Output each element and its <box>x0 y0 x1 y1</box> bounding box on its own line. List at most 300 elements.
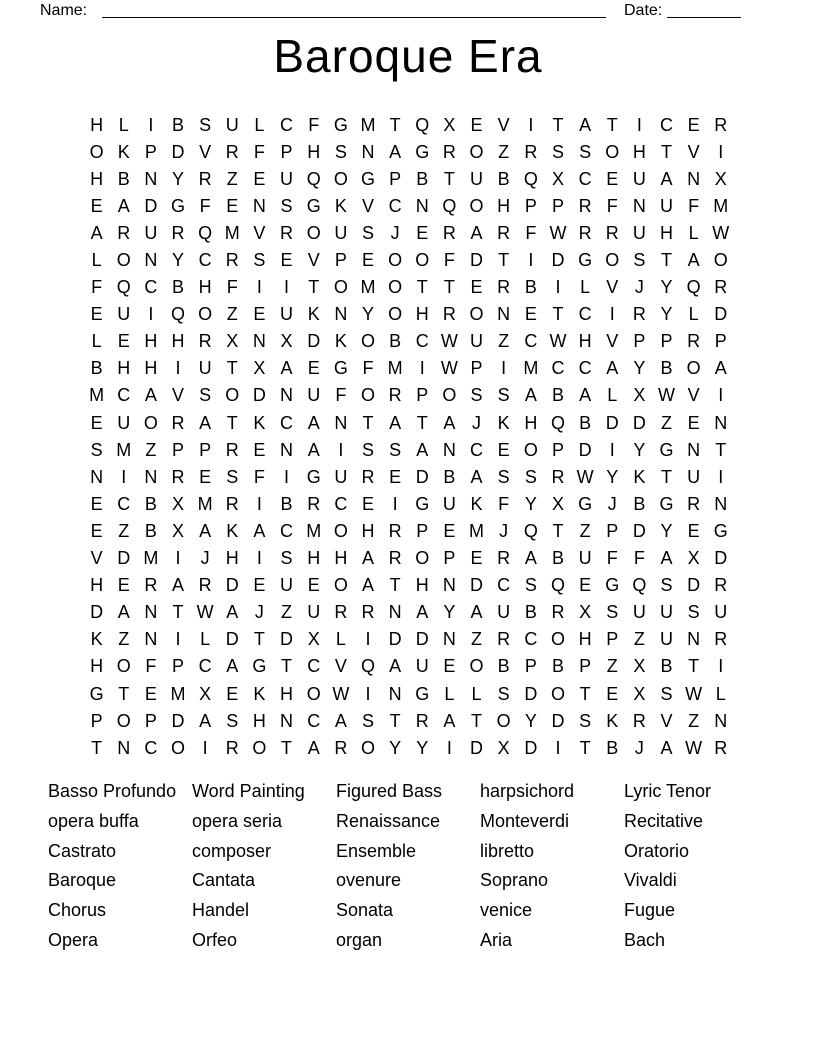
grid-cell: V <box>606 277 619 298</box>
grid-cell: V <box>253 222 266 243</box>
grid-cell: N <box>497 304 511 325</box>
grid-cell: U <box>117 412 131 433</box>
word-list-item: Ensemble <box>336 840 417 861</box>
grid-cell: P <box>606 629 619 650</box>
grid-cell: P <box>443 548 456 569</box>
grid-row <box>83 328 734 355</box>
grid-cell: M <box>306 520 322 541</box>
grid-cell: Z <box>145 439 157 460</box>
grid-cell: M <box>469 520 485 541</box>
grid-cell: S <box>226 710 239 731</box>
grid-cell: S <box>606 602 619 623</box>
grid-cell: D <box>388 629 402 650</box>
grid-cell: C <box>524 331 538 352</box>
grid-cell: F <box>362 358 374 379</box>
grid-cell: R <box>605 222 619 243</box>
grid-cell: F <box>688 195 700 216</box>
grid-cell: A <box>280 358 293 379</box>
grid-cell: O <box>333 575 348 596</box>
grid-cell: A <box>579 385 592 406</box>
grid-cell: O <box>388 250 403 271</box>
grid-cell: Q <box>170 304 185 325</box>
grid-cell: R <box>361 602 375 623</box>
grid-cell: Z <box>498 141 510 162</box>
grid-cell: A <box>606 358 619 379</box>
grid-cell: R <box>225 737 239 758</box>
grid-cell: D <box>171 141 185 162</box>
grid-cell: W <box>658 385 676 406</box>
grid-cell: P <box>416 520 429 541</box>
grid-cell: C <box>415 331 429 352</box>
grid-cell: N <box>388 602 402 623</box>
word-list-item: Basso Profundo <box>48 781 177 801</box>
grid-cell: H <box>117 358 131 379</box>
grid-cell: O <box>360 737 375 758</box>
word-list-item: organ <box>336 929 383 950</box>
grid-cell: H <box>415 575 429 596</box>
grid-cell: E <box>226 195 239 216</box>
grid-cell: R <box>198 575 212 596</box>
grid-cell: C <box>578 358 592 379</box>
word-bank-column <box>336 777 480 956</box>
grid-cell: M <box>170 683 186 704</box>
grid-cell: P <box>551 195 564 216</box>
grid-cell: N <box>280 439 294 460</box>
grid-cell: P <box>334 250 347 271</box>
grid-cell: R <box>307 493 321 514</box>
grid-cell: U <box>660 629 674 650</box>
grid-cell: R <box>497 277 511 298</box>
grid-cell: D <box>714 304 728 325</box>
grid-cell: O <box>415 548 430 569</box>
grid-cell: K <box>307 304 320 325</box>
grid-cell: S <box>470 385 483 406</box>
grid-cell: R <box>497 629 511 650</box>
grid-cell: O <box>469 304 484 325</box>
grid-cell: O <box>116 250 131 271</box>
grid-cell: D <box>144 195 158 216</box>
grid-cell: T <box>661 141 673 162</box>
grid-cell: E <box>606 168 619 189</box>
grid-cell: X <box>633 683 646 704</box>
grid-cell: I <box>501 358 507 379</box>
grid-cell: E <box>687 412 700 433</box>
grid-cell: A <box>307 737 320 758</box>
grid-cell: D <box>90 602 104 623</box>
grid-cell: H <box>198 277 212 298</box>
grid-cell: P <box>171 439 184 460</box>
grid-cell: V <box>687 141 700 162</box>
grid-cell: U <box>307 602 321 623</box>
grid-cell: G <box>713 520 728 541</box>
grid-cell: N <box>252 331 266 352</box>
grid-cell: T <box>579 683 591 704</box>
grid-cell: C <box>497 575 511 596</box>
grid-cell: U <box>714 602 728 623</box>
grid-row <box>83 219 734 246</box>
grid-row <box>83 301 734 328</box>
grid-cell: N <box>361 141 375 162</box>
grid-row <box>83 382 734 409</box>
grid-cell: U <box>497 602 511 623</box>
grid-cell: T <box>443 277 455 298</box>
grid-cell: A <box>117 195 130 216</box>
grid-cell: G <box>306 466 321 487</box>
grid-cell: D <box>280 629 294 650</box>
grid-cell: D <box>687 575 701 596</box>
grid-cell: R <box>442 304 456 325</box>
word-list-item: ovenure <box>336 870 402 891</box>
word-list-item: libretto <box>480 840 535 861</box>
grid-cell: H <box>578 629 592 650</box>
grid-cell: H <box>90 656 104 677</box>
grid-cell: Y <box>633 439 646 460</box>
grid-cell: N <box>90 466 104 487</box>
word-list-item: Baroque <box>48 870 117 891</box>
grid-cell: F <box>91 277 103 298</box>
grid-cell: E <box>307 358 320 379</box>
grid-cell: A <box>361 575 374 596</box>
grid-cell: Q <box>306 168 321 189</box>
grid-cell: X <box>633 656 646 677</box>
grid-row <box>83 111 734 138</box>
word-list-item: Vivaldi <box>624 870 677 891</box>
grid-cell: I <box>528 250 534 271</box>
grid-cell: H <box>280 683 294 704</box>
grid-cell: U <box>470 168 484 189</box>
word-search-grid <box>83 111 734 761</box>
grid-cell: S <box>551 141 564 162</box>
grid-row <box>83 626 734 653</box>
word-bank-column <box>192 777 336 956</box>
grid-cell: T <box>281 737 293 758</box>
grid-cell: Q <box>550 575 565 596</box>
grid-cell: I <box>121 466 127 487</box>
grid-cell: P <box>199 439 212 460</box>
grid-cell: A <box>144 385 157 406</box>
grid-cell: K <box>253 412 266 433</box>
grid-cell: J <box>472 412 482 433</box>
grid-cell: A <box>389 412 402 433</box>
grid-cell: U <box>578 548 592 569</box>
grid-cell: Y <box>606 466 619 487</box>
grid-cell: I <box>636 114 642 135</box>
grid-cell: I <box>555 277 561 298</box>
grid-cell: N <box>714 710 728 731</box>
grid-cell: I <box>718 141 724 162</box>
grid-cell: C <box>578 304 592 325</box>
grid-cell: D <box>415 629 429 650</box>
grid-cell: D <box>171 710 185 731</box>
grid-cell: K <box>253 683 266 704</box>
grid-cell: S <box>199 114 212 135</box>
grid-cell: C <box>388 195 402 216</box>
word-bank-column <box>48 777 192 956</box>
grid-cell: G <box>360 168 375 189</box>
grid-cell: C <box>280 520 294 541</box>
grid-cell: Z <box>226 168 238 189</box>
grid-cell: E <box>687 114 700 135</box>
grid-cell: I <box>256 277 262 298</box>
grid-cell: E <box>524 304 537 325</box>
grid-cell: L <box>335 629 346 650</box>
grid-cell: U <box>307 385 321 406</box>
grid-cell: F <box>226 277 238 298</box>
grid-cell: E <box>199 466 212 487</box>
grid-cell: L <box>688 222 699 243</box>
grid-cell: E <box>253 575 266 596</box>
grid-cell: Q <box>523 520 538 541</box>
grid-cell: C <box>198 250 212 271</box>
grid-cell: L <box>118 114 129 135</box>
grid-cell: W <box>576 466 594 487</box>
grid-cell: R <box>415 710 429 731</box>
grid-cell: F <box>199 195 211 216</box>
grid-row <box>83 436 734 463</box>
grid-cell: F <box>633 548 645 569</box>
grid-cell: T <box>552 520 564 541</box>
grid-cell: B <box>443 466 456 487</box>
grid-cell: N <box>388 683 402 704</box>
grid-cell: B <box>117 168 130 189</box>
grid-cell: H <box>632 141 646 162</box>
grid-cell: R <box>361 466 375 487</box>
grid-cell: G <box>333 358 348 379</box>
grid-cell: D <box>225 575 239 596</box>
grid-cell: A <box>687 250 700 271</box>
grid-cell: I <box>609 439 615 460</box>
grid-cell: E <box>226 683 239 704</box>
grid-cell: D <box>632 520 646 541</box>
grid-cell: Q <box>415 114 430 135</box>
grid-cell: H <box>660 222 674 243</box>
grid-cell: Q <box>116 277 131 298</box>
grid-cell: O <box>225 385 240 406</box>
grid-cell: O <box>605 141 620 162</box>
grid-cell: F <box>498 493 510 514</box>
grid-cell: V <box>199 141 212 162</box>
grid-cell: B <box>551 656 564 677</box>
grid-cell: U <box>334 466 348 487</box>
grid-cell: H <box>90 168 104 189</box>
grid-cell: R <box>687 493 701 514</box>
grid-cell: Z <box>118 629 130 650</box>
grid-cell: O <box>523 439 538 460</box>
grid-cell: Q <box>686 277 701 298</box>
grid-cell: B <box>633 493 646 514</box>
grid-cell: K <box>90 629 103 650</box>
grid-cell: R <box>117 222 131 243</box>
grid-cell: P <box>389 168 402 189</box>
word-list-item: Fugue <box>624 900 676 920</box>
grid-cell: E <box>389 466 402 487</box>
grid-cell: N <box>714 412 728 433</box>
grid-row <box>83 409 734 436</box>
grid-cell: N <box>334 304 348 325</box>
grid-cell: M <box>116 439 132 460</box>
grid-cell: I <box>365 629 371 650</box>
grid-cell: K <box>606 710 619 731</box>
word-bank-column <box>624 777 768 956</box>
grid-cell: A <box>226 656 239 677</box>
grid-cell: S <box>497 385 510 406</box>
grid-cell: R <box>632 710 646 731</box>
grid-cell: P <box>660 331 673 352</box>
grid-cell: I <box>148 304 154 325</box>
grid-cell: I <box>446 737 452 758</box>
grid-cell: P <box>144 710 157 731</box>
grid-cell: N <box>252 195 266 216</box>
grid-cell: P <box>90 710 103 731</box>
grid-cell: R <box>225 141 239 162</box>
grid-cell: A <box>579 114 592 135</box>
grid-cell: A <box>199 412 212 433</box>
grid-cell: I <box>284 277 290 298</box>
date-fill-line <box>667 17 741 18</box>
grid-cell: D <box>225 629 239 650</box>
grid-row <box>83 707 734 734</box>
grid-cell: R <box>632 304 646 325</box>
grid-cell: H <box>225 548 239 569</box>
grid-cell: C <box>280 412 294 433</box>
grid-cell: G <box>170 195 185 216</box>
grid-cell: N <box>117 737 131 758</box>
grid-cell: Z <box>579 520 591 541</box>
grid-cell: Y <box>660 520 673 541</box>
grid-cell: G <box>578 493 593 514</box>
grid-cell: X <box>497 737 510 758</box>
grid-cell: J <box>390 222 400 243</box>
grid-cell: C <box>117 493 131 514</box>
grid-cell: I <box>528 114 534 135</box>
word-list-item: Handel <box>192 900 250 920</box>
grid-cell: O <box>496 710 511 731</box>
grid-cell: F <box>253 141 265 162</box>
grid-cell: W <box>685 683 703 704</box>
grid-row <box>83 734 734 761</box>
grid-row <box>83 545 734 572</box>
grid-cell: E <box>117 331 130 352</box>
grid-cell: N <box>687 439 701 460</box>
grid-cell: M <box>89 385 105 406</box>
grid-cell: R <box>714 737 728 758</box>
grid-cell: A <box>361 548 374 569</box>
grid-cell: S <box>389 439 402 460</box>
grid-row <box>83 680 734 707</box>
grid-cell: C <box>307 656 321 677</box>
word-list-item: Monteverdi <box>480 810 570 831</box>
word-list-item: Cantata <box>192 870 256 891</box>
grid-cell: C <box>524 629 538 650</box>
grid-cell: H <box>334 548 348 569</box>
grid-cell: T <box>498 250 510 271</box>
grid-cell: X <box>551 168 564 189</box>
grid-cell: D <box>524 737 538 758</box>
word-list-item: Bach <box>624 929 666 950</box>
grid-cell: F <box>606 195 618 216</box>
grid-cell: F <box>308 114 320 135</box>
grid-cell: I <box>256 493 262 514</box>
grid-cell: Y <box>524 493 537 514</box>
grid-cell: C <box>578 168 592 189</box>
grid-cell: Y <box>171 168 184 189</box>
grid-cell: G <box>605 575 620 596</box>
grid-cell: W <box>685 737 703 758</box>
grid-cell: P <box>551 439 564 460</box>
grid-cell: S <box>334 141 347 162</box>
grid-row <box>83 572 734 599</box>
grid-cell: A <box>307 439 320 460</box>
grid-cell: K <box>497 412 510 433</box>
grid-cell: S <box>361 710 374 731</box>
grid-row <box>83 274 734 301</box>
grid-cell: F <box>443 250 455 271</box>
grid-cell: C <box>144 277 158 298</box>
grid-cell: E <box>443 656 456 677</box>
grid-cell: R <box>442 141 456 162</box>
grid-cell: V <box>687 385 700 406</box>
grid-cell: T <box>416 277 428 298</box>
grid-cell: R <box>551 466 565 487</box>
grid-cell: I <box>718 466 724 487</box>
grid-cell: S <box>660 683 673 704</box>
grid-cell: K <box>334 195 347 216</box>
grid-row <box>83 192 734 219</box>
grid-cell: S <box>280 195 293 216</box>
grid-cell: P <box>280 141 293 162</box>
grid-cell: U <box>632 602 646 623</box>
grid-cell: H <box>361 520 375 541</box>
grid-cell: O <box>442 385 457 406</box>
grid-cell: N <box>415 195 429 216</box>
grid-cell: U <box>280 304 294 325</box>
grid-cell: U <box>660 602 674 623</box>
word-list-item: Sonata <box>336 900 394 920</box>
grid-cell: T <box>606 114 618 135</box>
grid-cell: Y <box>524 710 537 731</box>
grid-cell: T <box>172 602 184 623</box>
grid-cell: U <box>280 575 294 596</box>
page-title: Baroque Era <box>273 30 543 82</box>
grid-cell: D <box>415 466 429 487</box>
grid-cell: A <box>470 602 483 623</box>
grid-cell: H <box>524 412 538 433</box>
grid-cell: V <box>307 250 320 271</box>
grid-cell: B <box>551 385 564 406</box>
grid-cell: M <box>360 114 376 135</box>
grid-cell: F <box>335 385 347 406</box>
grid-cell: S <box>199 385 212 406</box>
word-list-item: Soprano <box>480 870 549 891</box>
grid-cell: B <box>280 493 293 514</box>
grid-cell: B <box>144 520 157 541</box>
grid-cell: I <box>175 629 181 650</box>
grid-cell: D <box>632 412 646 433</box>
grid-cell: A <box>226 602 239 623</box>
grid-cell: I <box>202 737 208 758</box>
grid-cell: T <box>552 304 564 325</box>
grid-cell: E <box>497 439 510 460</box>
grid-cell: E <box>307 575 320 596</box>
grid-cell: N <box>442 629 456 650</box>
grid-cell: O <box>469 656 484 677</box>
grid-cell: K <box>117 141 130 162</box>
grid-cell: D <box>605 412 619 433</box>
grid-cell: W <box>440 358 458 379</box>
grid-cell: Y <box>660 304 673 325</box>
grid-cell: R <box>388 385 402 406</box>
grid-cell: R <box>225 439 239 460</box>
